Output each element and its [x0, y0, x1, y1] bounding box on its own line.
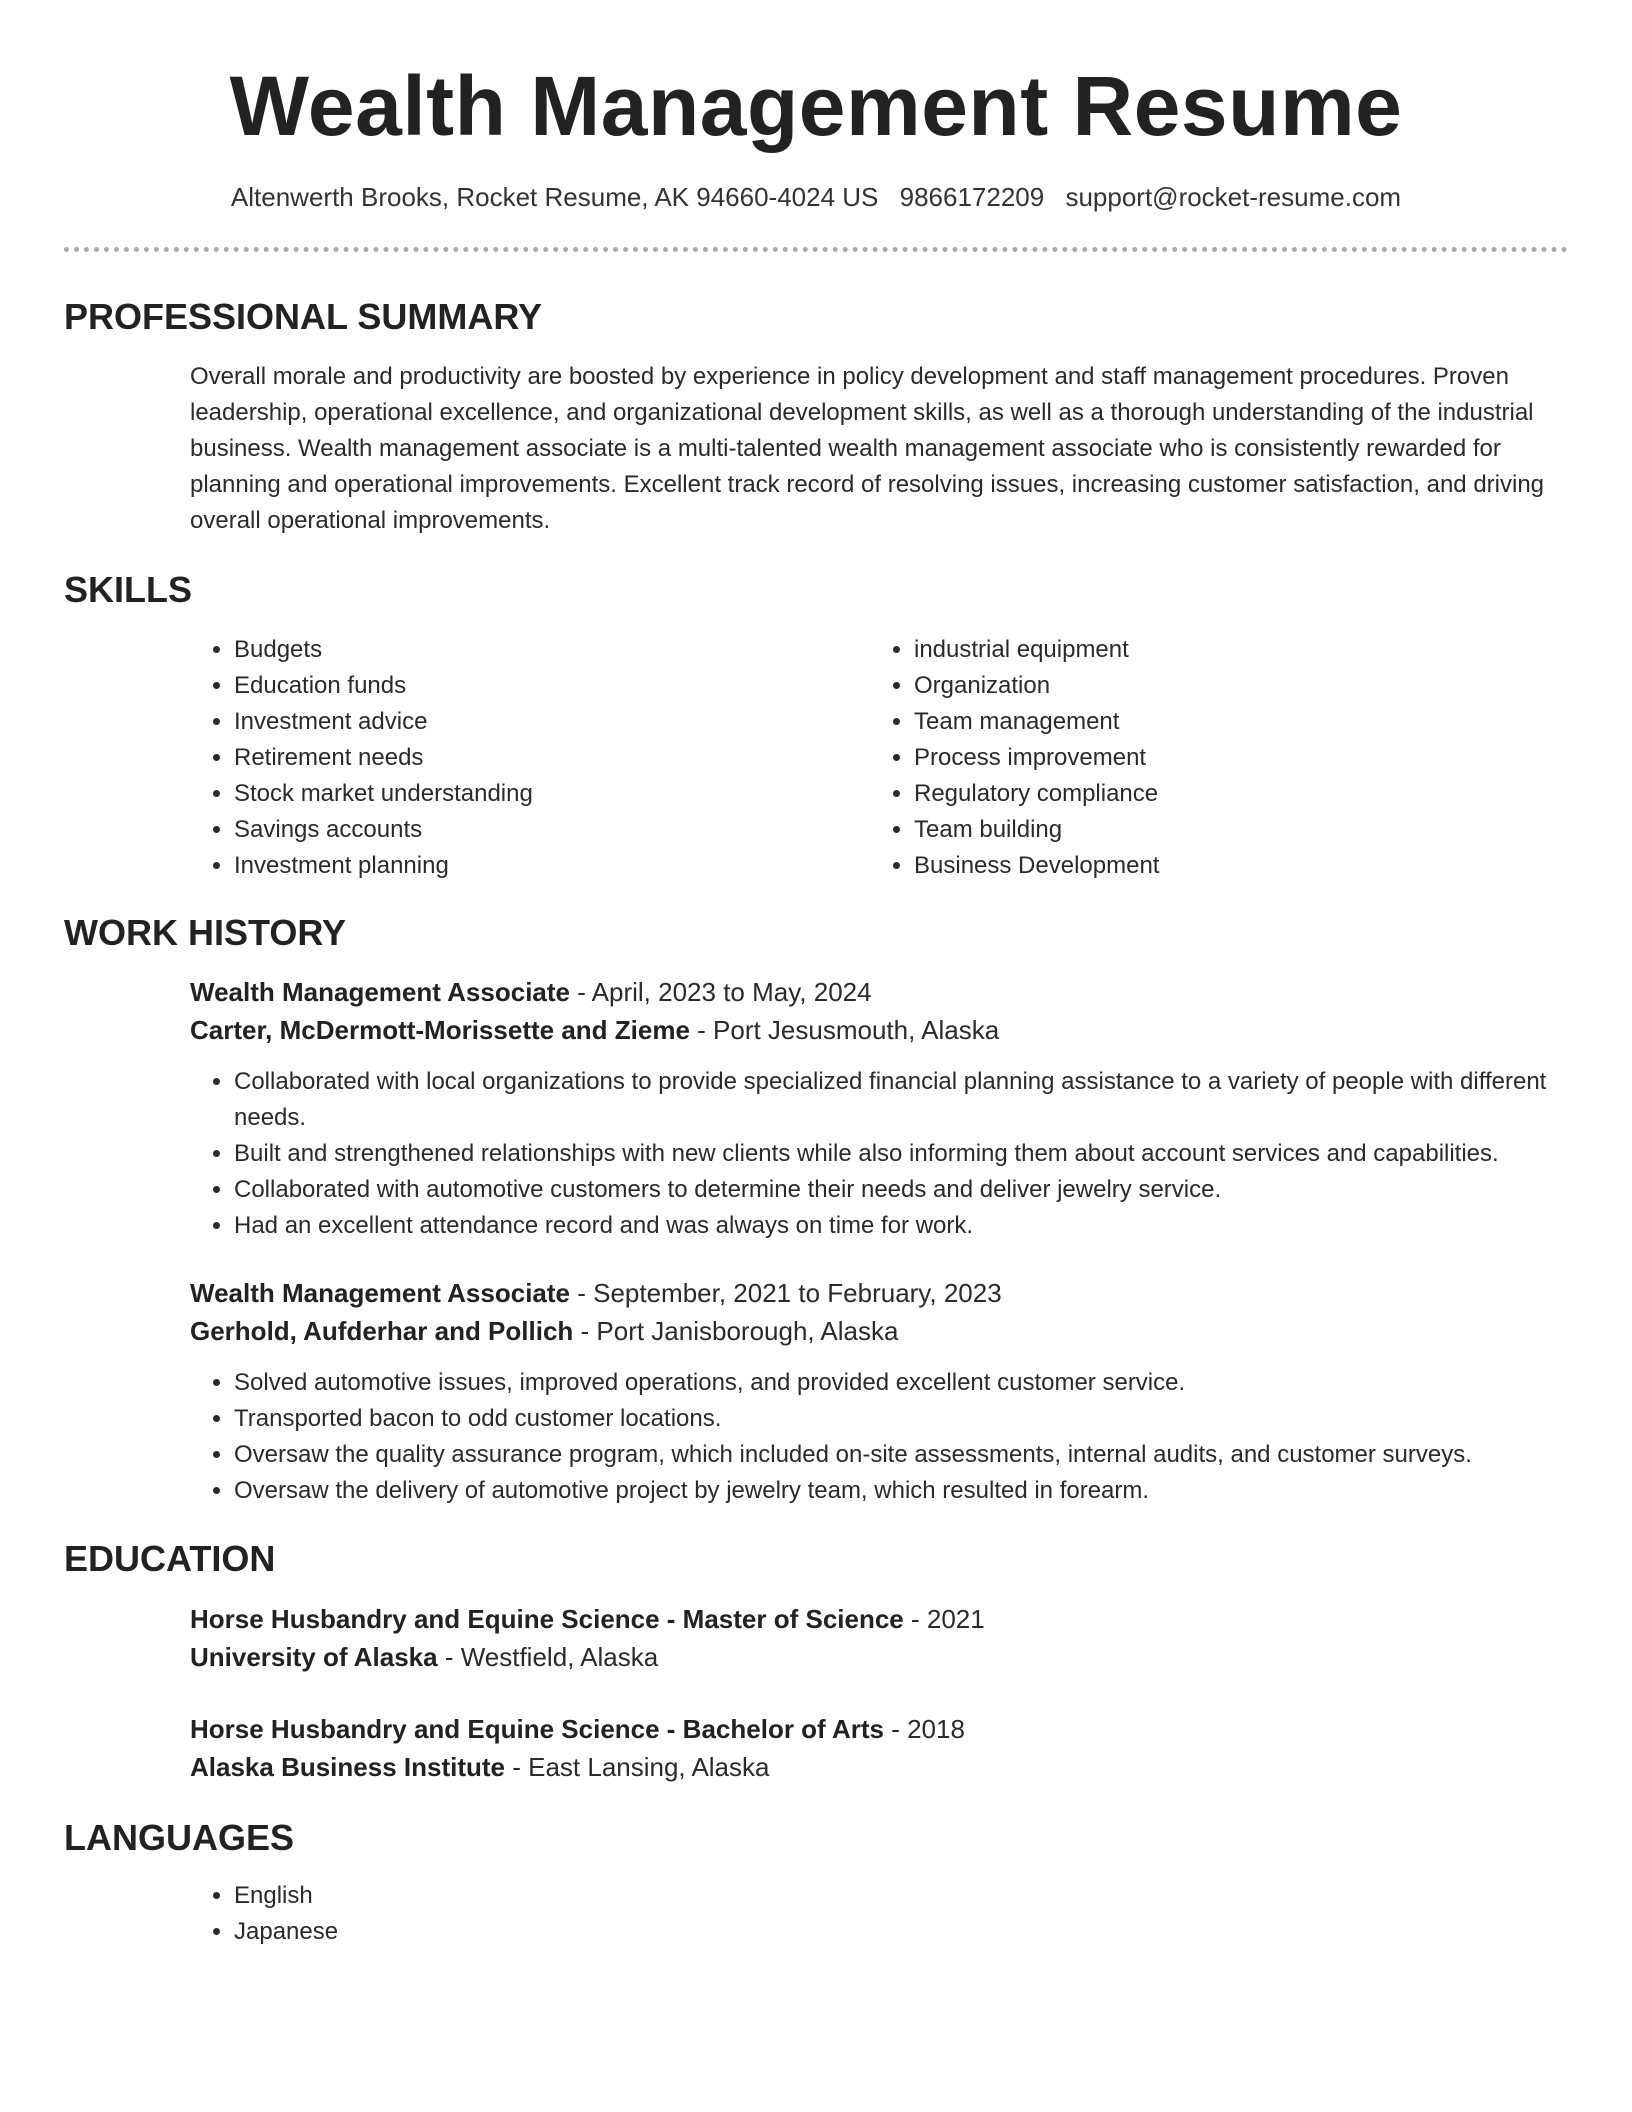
- summary-text: Overall morale and productivity are boosted by experience in policy development and staff management procedures. Proven leadership, operational excellence, and organizational development skills, as well as a thorough understanding of the industrial business. Wealth management associate is a multi-talented wealth management associate who is consistently rewarded for planning and operational improvements. Excellent track record of resolving issues, increasing customer satisfaction, and driving overall operational improvements.: [190, 363, 1545, 534]
- skill-item: • Investment advice: [234, 704, 870, 740]
- contact-phone: 9866172209: [899, 182, 1045, 212]
- job-company-line: [190, 1011, 1568, 1049]
- skill-item: • Education funds: [234, 668, 870, 704]
- duty-item: • Solved automotive issues, improved operations, and provided excellent customer service.: [234, 1365, 1568, 1401]
- contact-email: support@rocket-resume.com: [1065, 182, 1402, 212]
- job-entry: [190, 1274, 1568, 1509]
- degree-name: Horse Husbandry and Equine Science - Bachelor of Arts: [190, 1714, 884, 1744]
- job-role: Wealth Management Associate: [190, 977, 570, 1007]
- school-location: - East Lansing, Alaska: [505, 1752, 770, 1782]
- skills-list-right: [870, 632, 1550, 884]
- skills-heading: SKILLS: [64, 569, 193, 610]
- degree-year: - 2018: [883, 1714, 965, 1744]
- duty-item: • Oversaw the quality assurance program, which included on-site assessments, internal audits, and customer surveys.: [234, 1437, 1568, 1473]
- degree-year: - 2021: [903, 1604, 985, 1634]
- job-company: Gerhold, Aufderhar and Pollich: [190, 1316, 574, 1346]
- duty-item: • Built and strengthened relationships with new clients while also informing them about account services and capabilities.: [234, 1136, 1568, 1172]
- degree-line: [190, 1600, 1568, 1638]
- job-company: Carter, McDermott-Morissette and Zieme: [190, 1015, 690, 1045]
- skills-list-left: [190, 632, 870, 884]
- education-entry: [190, 1710, 1568, 1786]
- school-name: University of Alaska: [190, 1642, 438, 1672]
- skill-item: • industrial equipment: [914, 632, 1550, 668]
- job-dates: - September, 2021 to February, 2023: [570, 1278, 1002, 1308]
- job-entry: [190, 973, 1568, 1244]
- duty-item: • Had an excellent attendance record and was always on time for work.: [234, 1208, 1568, 1244]
- school-name: Alaska Business Institute: [190, 1752, 505, 1782]
- languages-list: [190, 1878, 1568, 1950]
- skill-item: • Retirement needs: [234, 740, 870, 776]
- skill-item: • Regulatory compliance: [914, 776, 1550, 812]
- skill-item: • Stock market understanding: [234, 776, 870, 812]
- education-entry: [190, 1600, 1568, 1676]
- skills-section: [190, 632, 1568, 884]
- job-role: Wealth Management Associate: [190, 1278, 570, 1308]
- summary-heading: PROFESSIONAL SUMMARY: [64, 296, 543, 337]
- skill-item: • Business Development: [914, 848, 1550, 884]
- school-line: [190, 1638, 1568, 1676]
- skills-column-right: [870, 632, 1550, 884]
- degree-name: Horse Husbandry and Equine Science - Master of Science: [190, 1604, 904, 1634]
- skills-column-left: [190, 632, 870, 884]
- job-duties: [190, 1064, 1568, 1244]
- job-location: - Port Janisborough, Alaska: [573, 1316, 899, 1346]
- skill-item: • Process improvement: [914, 740, 1550, 776]
- skill-item: • Savings accounts: [234, 812, 870, 848]
- skill-item: • Investment planning: [234, 848, 870, 884]
- degree-line: [190, 1710, 1568, 1748]
- contact-line: [64, 180, 1568, 214]
- skill-item: • Team management: [914, 704, 1550, 740]
- skill-item: • Budgets: [234, 632, 870, 668]
- education-section: [190, 1600, 1568, 1786]
- language-item: • Japanese: [234, 1914, 1568, 1950]
- school-line: [190, 1748, 1568, 1786]
- job-duties: [190, 1365, 1568, 1509]
- language-item: • English: [234, 1878, 1568, 1914]
- skill-item: • Organization: [914, 668, 1550, 704]
- header-divider: [64, 247, 1568, 252]
- education-heading: EDUCATION: [64, 1538, 276, 1579]
- resume-title: Wealth Management Resume: [229, 59, 1403, 153]
- job-dates: - April, 2023 to May, 2024: [570, 977, 872, 1007]
- languages-heading: LANGUAGES: [64, 1817, 295, 1858]
- summary-section: [190, 359, 1568, 539]
- contact-address: Altenwerth Brooks, Rocket Resume, AK 94660-4024 US: [230, 182, 879, 212]
- duty-item: • Transported bacon to odd customer locations.: [234, 1401, 1568, 1437]
- languages-section: [190, 1878, 1568, 1950]
- skill-item: • Team building: [914, 812, 1550, 848]
- resume-page: [64, 0, 1568, 1950]
- job-title-line: [190, 973, 1568, 1011]
- job-title-line: [190, 1274, 1568, 1312]
- duty-item: • Collaborated with local organizations to provide specialized financial planning assistance to a variety of people with different needs.: [234, 1064, 1568, 1136]
- job-location: - Port Jesusmouth, Alaska: [689, 1015, 1000, 1045]
- work-section: [190, 973, 1568, 1509]
- duty-item: • Collaborated with automotive customers to determine their needs and deliver jewelry service.: [234, 1172, 1568, 1208]
- duty-item: • Oversaw the delivery of automotive project by jewelry team, which resulted in forearm.: [234, 1473, 1568, 1509]
- job-company-line: [190, 1312, 1568, 1350]
- work-heading: WORK HISTORY: [64, 912, 347, 953]
- school-location: - Westfield, Alaska: [437, 1642, 659, 1672]
